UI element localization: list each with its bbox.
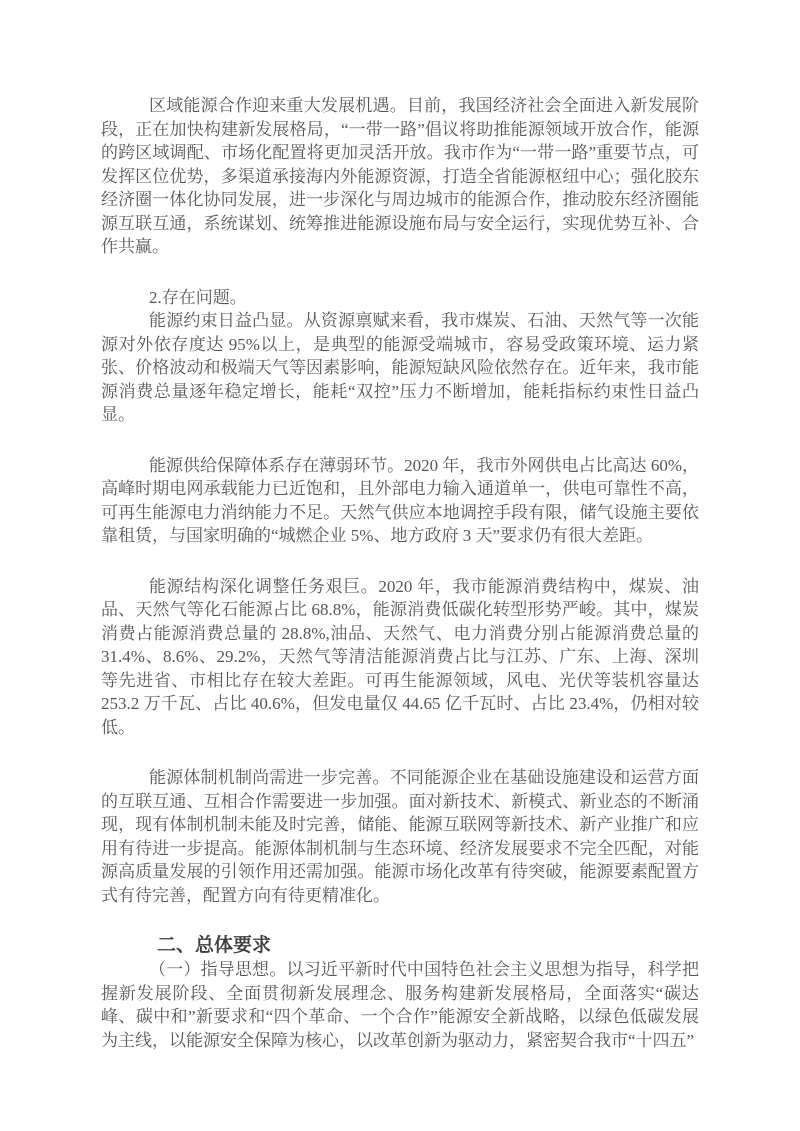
paragraph-guiding-ideology: （一）指导思想。以习近平新时代中国特色社会主义思想为指导，科学把握新发展阶段、全面贯彻新发展理念、服务构建新发展格局，全面落实“碳达峰、碳中和”新要求和“四个革命、一个合作”能源安全新战略，以绿色低碳发展为主线，以能源安全保障为核心，以改革创新为驱动力，紧密契合我市“十四五” [101,960,699,1050]
subhead-existing-problems: 2.存在问题。 [149,287,247,307]
paragraph-regional-energy-cooperation: 区域能源合作迎来重大发展机遇。目前，我国经济社会全面进入新发展阶段，正在加快构建新发展格局，“一带一路”倡议将助推能源领域开放合作，能源的跨区域调配、市场化配置将更加灵活开放。我市作为“一带一路”重要节点，可发挥区位优势，多渠道承接海内外能源资源，打造全省能源枢纽中心；强化胶东经济圈一体化协同发展，进一步深化与周边城市的能源合作，推动胶东经济圈能源互联互通，系统谋划、统筹推进能源设施布局与安全运行，实现优势互补、合作共赢。 [101,96,699,256]
section-heading-overall-requirements: 二、总体要求 [157,935,272,956]
paragraph-energy-system-mechanism: 能源体制机制尚需进一步完善。不同能源企业在基础设施建设和运营方面的互联互通、互相合作需要进一步加强。面对新技术、新模式、新业态的不断涌现，现有体制机制未能及时完善，储能、能源互联网等新技术、新产业推广和应用有待进一步提高。能源体制机制与生态环境、经济发展要求不完全匹配，对能源高质量发展的引领作用还需加强。能源市场化改革有待突破，能源要素配置方式有待完善，配置方向有待更精准化。 [101,768,699,905]
document-content [101,94,699,1079]
paragraph-energy-structure-adjustment: 能源结构深化调整任务艰巨。2020 年，我市能源消费结构中，煤炭、油品、天然气等化石能源占比 68.8%，能源消费低碳化转型形势严峻。其中，煤炭消费占能源消费总量的 28.8%,油品、天然气、电力消费分别占能源消费总量的 31.4%、8.6%、29.2%，天然气等清洁能源消费占比与江苏、广东、上海、深圳等先进省、市相比存在较大差距。可再生能源领域，风电、光伏等装机容量达 253.2 万千瓦、占比 40.6%，但发电量仅 44.65 亿千瓦时、占比 23.4%，仍相对较低。 [101,576,699,737]
paragraph-energy-constraints: 能源约束日益凸显。从资源禀赋来看，我市煤炭、石油、天然气等一次能源对外依存度达 95%以上，是典型的能源受端城市，容易受政策环境、运力紧张、价格波动和极端天气等因素影响，能源短缺风险依然存在。近年来，我市能源消费总量逐年稳定增长，能耗“双控”压力不断增加，能耗指标约束性日益凸显。 [101,311,699,424]
paragraph-energy-supply-guarantee: 能源供给保障体系存在薄弱环节。2020 年，我市外网供电占比高达 60%，高峰时期电网承载能力已近饱和，且外部电力输入通道单一，供电可靠性不高，可再生能源电力消纳能力不足。天然气供应本地调控手段有限，储气设施主要依靠租赁，与国家明确的“城燃企业 5%、地方政府 3 天”要求仍有很大差距。 [101,455,699,545]
